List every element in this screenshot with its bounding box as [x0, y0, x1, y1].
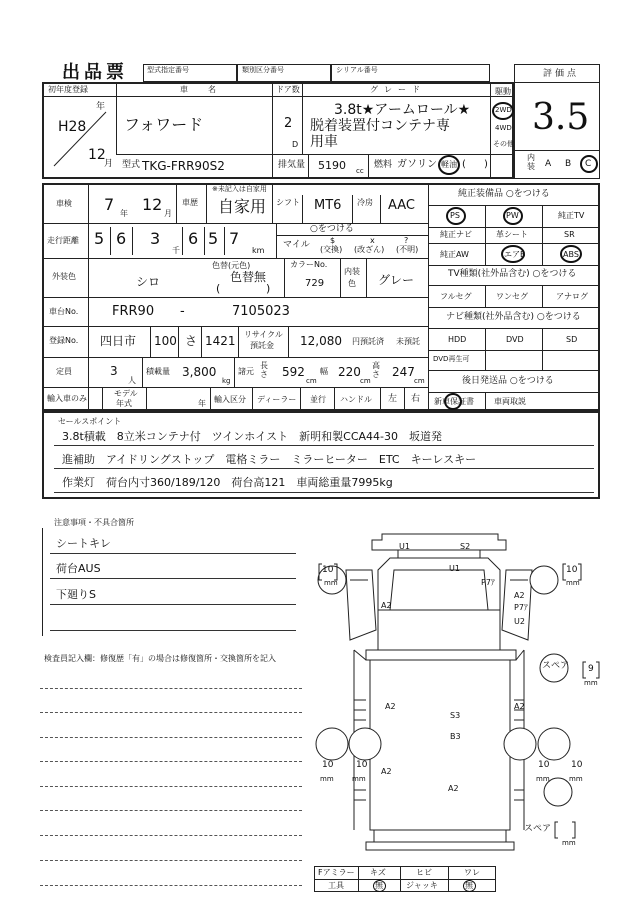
import-class-label: 輸入区分: [214, 395, 246, 404]
displacement-value: 5190: [318, 159, 346, 172]
color-change-label: 色替(元色): [212, 261, 251, 270]
navi-sd: SD: [566, 335, 578, 344]
notes-label: 注意事項・不具合箇所: [54, 518, 134, 527]
spare-depth-unit: mm: [584, 679, 598, 687]
legend-cell: ジャッキ: [406, 881, 438, 890]
after-title: 後日発送品 ○をつける: [462, 376, 554, 386]
tire-depth: 10: [322, 565, 334, 575]
interior-color-label-2: 色: [348, 279, 356, 288]
damage-mark: P7ｱ: [481, 578, 495, 587]
legend-cell: ワレ: [464, 868, 480, 877]
damage-mark: A2: [514, 591, 525, 600]
height-label: 高さ: [372, 361, 380, 379]
model-year-label-2: 年式: [116, 399, 132, 408]
load-label: 積載量: [146, 367, 170, 376]
reg-kana: さ: [185, 334, 198, 348]
dims-label: 諸元: [238, 367, 254, 376]
mileage-thousand: 千: [172, 246, 180, 255]
height-unit: cm: [414, 377, 425, 385]
equip-leather: 革シート: [496, 230, 528, 239]
equip-navi: 純正ナビ: [440, 230, 472, 239]
navi-dvd: DVD: [506, 335, 524, 344]
damage-mark: A2: [514, 702, 525, 711]
usage-label: 車歴: [182, 198, 198, 207]
tv-oneseg: ワンセグ: [496, 292, 528, 301]
kudou-label: 駆動: [495, 87, 511, 96]
width-label: 幅: [320, 367, 328, 376]
sales-point-line2: 進補助 アイドリングストップ 電格ミラー ミラーヒーター ETC キーレスキー: [62, 453, 477, 466]
interior-color-label: 内装: [344, 267, 360, 276]
drive-other: その他: [493, 140, 514, 148]
mileage-digit: 7: [229, 229, 240, 248]
equip-abs: ABS: [563, 250, 579, 259]
model-year-unit: 年: [198, 399, 206, 408]
aircon-value: AAC: [388, 198, 415, 213]
mileage-unknown-mark: ?: [404, 236, 409, 245]
note-line: 下廻りS: [56, 588, 96, 601]
spare-depth: 9: [588, 664, 594, 674]
year-unit: 年: [96, 102, 106, 112]
legend-cell: 無: [375, 881, 383, 890]
chassis-label: 車台No.: [49, 307, 79, 316]
doors-value: 2: [284, 116, 293, 131]
handle-left: 左: [388, 394, 398, 404]
shamei-label: 車名: [180, 85, 236, 94]
sales-point-line1: 3.8t積載 8立米コンテナ付 ツインホイスト 新明和製CCA44-30 坂道発: [62, 430, 442, 443]
aircon-label: 冷房: [357, 198, 373, 207]
shaken-year-unit: 年: [120, 209, 128, 218]
shonendo-label: 初年度登録: [48, 85, 88, 94]
tire-depth-unit: mm: [569, 775, 583, 783]
after-warranty: 新車保証書: [434, 397, 474, 406]
damage-mark: U1: [399, 542, 410, 551]
damage-mark: A2: [385, 702, 396, 711]
handle-label: ハンドル: [340, 395, 372, 404]
page-title: 出品票: [62, 62, 128, 83]
height-value: 247: [392, 365, 415, 379]
note-line: シートキレ: [56, 537, 111, 550]
shift-label: シフト: [276, 198, 300, 207]
shaken-label: 車検: [56, 199, 72, 208]
equip-tv: 純正TV: [558, 211, 585, 220]
interior-color-value: グレー: [378, 273, 415, 287]
import-parallel: 並行: [310, 395, 326, 404]
score-value: 3.5: [532, 97, 590, 138]
tire-bracket: [318, 562, 338, 582]
tv-fullseg: フルセグ: [440, 292, 472, 301]
recycle-amount: 12,080: [300, 334, 342, 348]
damage-mark: S3: [450, 711, 461, 720]
mileage-tampered-mark: x: [370, 236, 375, 245]
load-value: 3,800: [182, 365, 217, 379]
navi-title: ナビ種類(社外品含む) ○をつける: [446, 312, 581, 322]
tire-depth-unit: mm: [566, 579, 580, 587]
recycle-label: リサイクル: [244, 330, 283, 339]
mileage-digit: 5: [94, 229, 105, 248]
legend-cell: ヒビ: [416, 868, 432, 877]
mileage-exchange: (交換): [320, 245, 343, 254]
fuel-paren-open: (: [462, 159, 466, 170]
equipment-title: 純正装備品 ○をつける: [458, 189, 550, 199]
equip-sr: SR: [564, 230, 575, 239]
width-value: 220: [338, 365, 361, 379]
color-paren-open: (: [216, 282, 221, 295]
model-label: 型式: [122, 160, 141, 170]
color-no-label: カラーNo.: [290, 260, 328, 269]
chassis-dash: -: [180, 304, 185, 319]
usage-value: 自家用: [218, 197, 267, 216]
spare-depth-unit-2: mm: [562, 839, 576, 847]
equip-pw: PW: [506, 211, 519, 220]
tire-depth-unit: mm: [352, 775, 366, 783]
grade-b: B: [565, 159, 572, 169]
displacement-label: 排気量: [278, 160, 306, 170]
capacity-label: 定員: [56, 367, 72, 376]
reg-label: 登録No.: [49, 336, 79, 345]
reg-class: 100: [154, 334, 177, 348]
capacity-value: 3: [110, 364, 118, 378]
mileage-digit: 5: [208, 229, 219, 248]
damage-mark: U2: [514, 617, 525, 626]
ruibetsu-label: 類別区分番号: [242, 66, 284, 74]
grade-line1: 3.8t★アームロール★: [334, 102, 471, 118]
color-no-value: 729: [305, 278, 325, 289]
mileage-exchange-mark: $: [330, 236, 336, 245]
width-unit: cm: [360, 377, 371, 385]
fuel-gasoline: ガソリン: [397, 159, 437, 170]
damage-mark: A2: [381, 767, 392, 776]
reg-number: 1421: [205, 334, 236, 348]
dvd-playable: DVD再生可: [433, 355, 470, 363]
naiso-label: 内装: [527, 153, 535, 171]
doors-sub: D: [292, 140, 299, 149]
shaken-year: 7: [104, 195, 115, 214]
model-value: TKG-FRR90S2: [142, 159, 225, 173]
color-label: 外装色: [52, 272, 76, 281]
tire-depth: 10: [566, 565, 578, 575]
tire-depth: 10: [538, 760, 550, 770]
inspector-label: 検査員記入欄：修復歴「有」の場合は修復箇所・交換箇所を記入: [44, 654, 276, 663]
damage-mark: B3: [450, 732, 461, 741]
capacity-unit: 人: [128, 376, 136, 385]
after-manual: 車両取説: [494, 397, 526, 406]
length-label: 長さ: [260, 361, 268, 379]
equip-ps: PS: [450, 211, 460, 220]
legend-cell: Fアミラー: [318, 868, 355, 877]
color-paren-close: ): [266, 282, 271, 295]
tire-depth: 10: [571, 760, 583, 770]
tire-depth: 10: [322, 760, 334, 770]
tire-depth-unit: mm: [324, 579, 338, 587]
drive-4wd: 4WD: [495, 124, 512, 132]
import-label: 輸入車のみ: [47, 394, 87, 403]
legend-cell: 工具: [328, 881, 344, 890]
drive-2wd: 2WD: [495, 106, 512, 114]
chassis-number: 7105023: [232, 304, 290, 319]
mileage-type-mile: マイル: [283, 240, 310, 250]
navi-hdd: HDD: [448, 335, 467, 344]
length-value: 592: [282, 365, 305, 379]
grade-label: グレード: [370, 85, 426, 94]
handle-right: 右: [411, 394, 421, 404]
grade-a: A: [545, 159, 552, 169]
fuel-paren-close: ): [484, 159, 488, 170]
recycle-none: 未預託: [396, 337, 420, 346]
chassis-model: FRR90: [112, 304, 155, 319]
color-change-value: 色替無: [230, 270, 267, 284]
grade-line3: 用車: [310, 134, 338, 150]
doors-label: ドア数: [276, 85, 300, 94]
first-reg-month: 12: [88, 147, 106, 163]
fuel-diesel: 軽油: [441, 160, 457, 169]
sales-points-label: セールスポイント: [58, 417, 122, 426]
fuel-label: 燃料: [374, 160, 393, 170]
legend-cell: 無: [465, 881, 473, 890]
color-value: シロ: [136, 275, 161, 289]
grade-line2: 脱着装置付コンテナ専: [310, 118, 450, 134]
mileage-tampered: (改ざん): [354, 245, 385, 254]
vehicle-damage-diagram: [310, 530, 570, 870]
spare-label-2: スペア: [524, 824, 552, 834]
load-unit: kg: [222, 377, 231, 385]
mileage-digits: [90, 227, 270, 255]
legend-cell: キズ: [370, 868, 386, 877]
tv-title: TV種類(社外品含む) ○をつける: [448, 269, 577, 279]
recycle-label-2: 預託金: [250, 341, 274, 350]
mileage-unit: km: [252, 246, 265, 255]
shaken-month-unit: 月: [164, 209, 172, 218]
displacement-unit: cc: [356, 167, 364, 175]
reg-area: 四日市: [100, 334, 137, 348]
mileage-digit: 3: [150, 229, 161, 248]
shift-value: MT6: [314, 198, 342, 213]
length-unit: cm: [306, 377, 317, 385]
mileage-unknown: (不明): [396, 245, 419, 254]
note-line: 荷台AUS: [56, 562, 101, 575]
mileage-note: ○をつける: [310, 224, 354, 234]
tire-depth-unit: mm: [320, 775, 334, 783]
spare-label: スペア: [542, 661, 570, 671]
damage-mark: A2: [448, 784, 459, 793]
equip-airbag: エアB: [504, 250, 526, 259]
score-label: 評価点: [543, 69, 580, 79]
damage-mark: S2: [460, 542, 471, 551]
tire-bracket: [562, 562, 582, 582]
sales-point-line3: 作業灯 荷台内寸360/189/120 荷台高121 車両総重量7995kg: [62, 476, 393, 489]
serial-label: シリアル番号: [336, 66, 378, 74]
import-dealer: ディーラー: [257, 395, 297, 404]
spare-bracket: [582, 660, 602, 680]
mileage-digit: 6: [188, 229, 199, 248]
model-year-label: モデル: [114, 389, 138, 398]
mileage-label: 走行距離: [47, 236, 79, 245]
grade-c: C: [585, 159, 592, 169]
tire-depth: 10: [356, 760, 368, 770]
shaken-month: 12: [142, 195, 163, 214]
first-reg-year: H28: [58, 119, 87, 135]
equip-aw: 純正AW: [440, 250, 469, 259]
katashiki-label: 型式指定番号: [147, 66, 189, 74]
unregistered-note: ※未記入は自家用: [212, 185, 267, 193]
damage-mark: P7ｱ: [514, 603, 528, 612]
damage-mark: A2: [381, 601, 392, 610]
month-unit: 月: [104, 159, 114, 169]
car-name: フォワード: [124, 115, 204, 134]
tire-depth-unit: mm: [536, 775, 550, 783]
recycle-unit: 円預託済: [352, 337, 384, 346]
damage-mark: U1: [449, 564, 460, 573]
spare-bracket-2: [554, 820, 578, 840]
mileage-digit: 6: [116, 229, 127, 248]
tv-analog: アナログ: [556, 292, 588, 301]
